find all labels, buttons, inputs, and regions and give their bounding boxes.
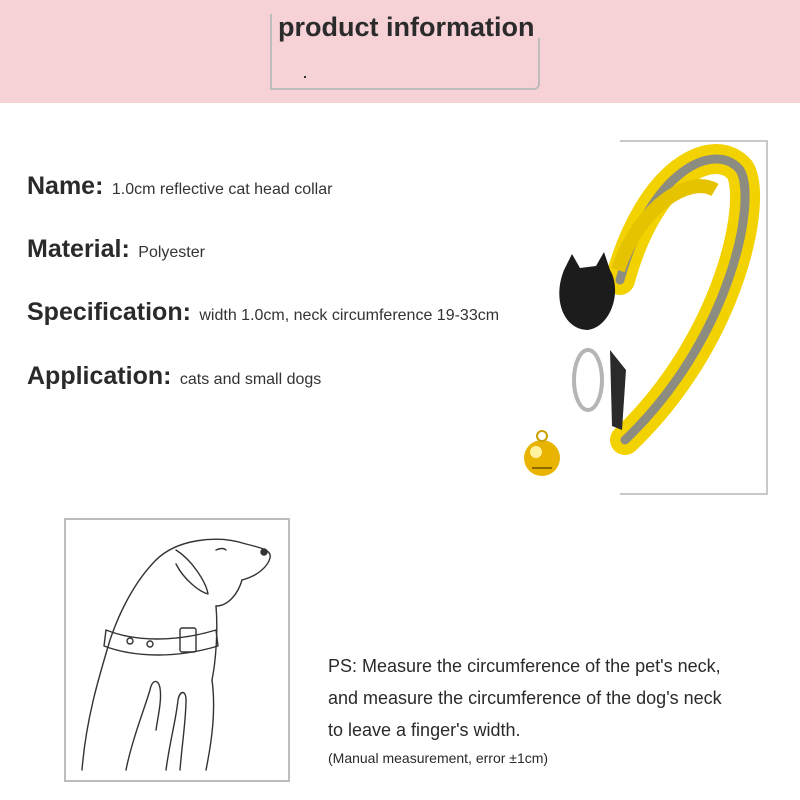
dog-neck-measure-icon [66, 520, 288, 780]
spec-name-label: Name: [27, 172, 104, 200]
spec-material-label: Material: [27, 235, 130, 263]
note-line-1: PS: Measure the circumference of the pet's neck, [328, 656, 721, 676]
cat-collar-icon [500, 130, 770, 500]
spec-specification-row [27, 298, 499, 327]
note-line-2: and measure the circumference of the dog's neck [328, 688, 722, 708]
title-dot [304, 76, 306, 78]
spec-name-value: 1.0cm reflective cat head collar [111, 181, 333, 198]
spec-name-row [27, 172, 332, 201]
spec-material-value: Polyester [138, 244, 205, 261]
spec-application-label: Application: [27, 362, 172, 390]
spec-specification-label: Specification: [27, 298, 191, 326]
spec-application-row [27, 362, 321, 391]
spec-application-value: cats and small dogs [179, 371, 322, 388]
spec-specification-value: width 1.0cm, neck circumference 19-33cm [199, 307, 500, 324]
spec-material-row [27, 235, 205, 264]
page-title: product information [278, 12, 535, 42]
note-small: (Manual measurement, error ±1cm) [328, 750, 549, 766]
note-line-3: to leave a finger's width. [328, 720, 521, 740]
